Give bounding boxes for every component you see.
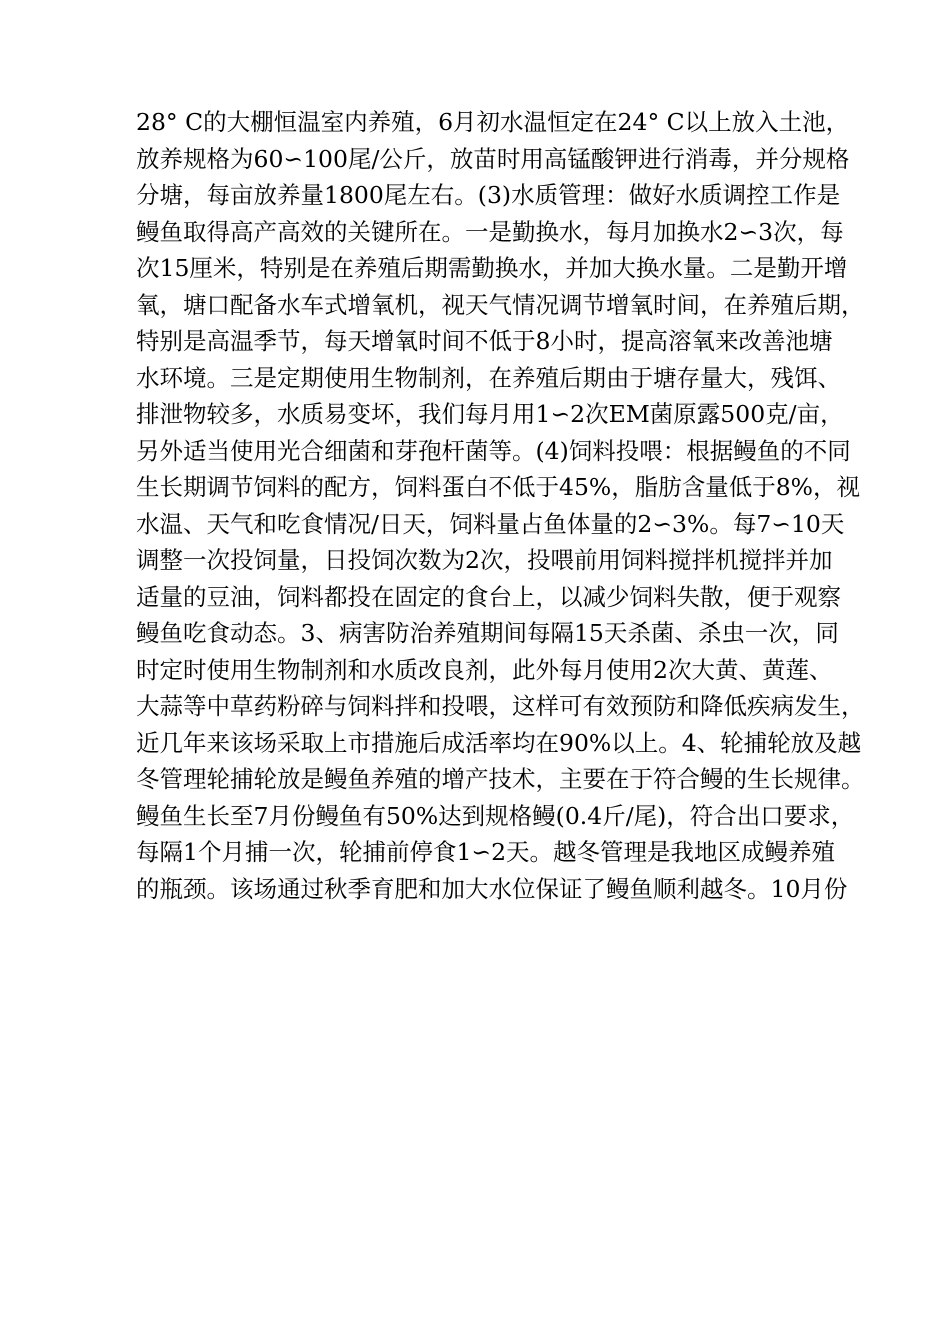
- body-text: [136, 104, 865, 907]
- text-line-3: 分塘，每亩放养量1800尾左右。(3)水质管理：做好水质调控工作是: [136, 181, 841, 209]
- text-line-9: 排泄物较多，水质易变坏，我们每月用1∽2次EM菌原露500克/亩，: [136, 400, 844, 428]
- text-line-16: 时定时使用生物制剂和水质改良剂，此外每月使用2次大黄、黄莲、: [136, 655, 833, 684]
- text-line-4: 鳗鱼取得高产高效的关键所在。一是勤换水，每月加换水2∽3次，每: [136, 217, 844, 246]
- text-line-20: 鳗鱼生长至7月份鳗鱼有50%达到规格鳗(0.4斤/尾)，符合出口要求，: [136, 801, 855, 830]
- text-line-22: 的瓶颈。该场通过秋季育肥和加大水位保证了鳗鱼顺利越冬。10月份: [136, 874, 848, 903]
- text-line-14: 适量的豆油，饲料都投在固定的食台上，以减少饲料失散，便于观察: [136, 582, 841, 611]
- text-line-6: 氧，塘口配备水车式增氧机，视天气情况调节增氧时间，在养殖后期，: [136, 290, 865, 319]
- text-line-5: 次15厘米，特别是在养殖后期需勤换水，并加大换水量。二是勤开增: [136, 254, 848, 282]
- text-line-21: 每隔1个月捕一次，轮捕前停食1∽2天。越冬管理是我地区成鳗养殖: [136, 838, 836, 866]
- text-line-17: 大蒜等中草药粉碎与饲料拌和投喂，这样可有效预防和降低疾病发生，: [136, 692, 865, 720]
- text-line-18: 近几年来该场采取上市措施后成活率均在90%以上。4、轮捕轮放及越: [136, 728, 862, 757]
- text-line-1: 28° C的大棚恒温室内养殖，6月初水温恒定在24° C以上放入土池，: [136, 108, 850, 136]
- text-line-12: 水温、天气和吃食情况/日天，饲料量占鱼体量的2∽3%。每7∽10天: [136, 509, 845, 538]
- text-line-2: 放养规格为60∽100尾/公斤，放苗时用高锰酸钾进行消毒，并分规格: [136, 144, 850, 173]
- text-line-7: 特别是高温季节，每天增氧时间不低于8小时，提高溶氧来改善池塘: [136, 327, 833, 355]
- text-line-11: 生长期调节饲料的配方，饲料蛋白不低于45%，脂肪含量低于8%，视: [136, 473, 861, 501]
- text-line-19: 冬管理轮捕轮放是鳗鱼养殖的增产技术，主要在于符合鳗的生长规律。: [136, 765, 865, 793]
- text-line-13: 调整一次投饲量，日投饲次数为2次，投喂前用饲料搅拌机搅拌并加: [136, 546, 833, 574]
- text-line-10: 另外适当使用光合细菌和芽孢杆菌等。(4)饲料投喂：根据鳗鱼的不同: [136, 436, 851, 465]
- text-line-15: 鳗鱼吃食动态。3、病害防治养殖期间每隔15天杀菌、杀虫一次，同: [136, 619, 839, 647]
- text-line-8: 水环境。三是定期使用生物制剂，在养殖后期由于塘存量大，残饵、: [136, 363, 841, 392]
